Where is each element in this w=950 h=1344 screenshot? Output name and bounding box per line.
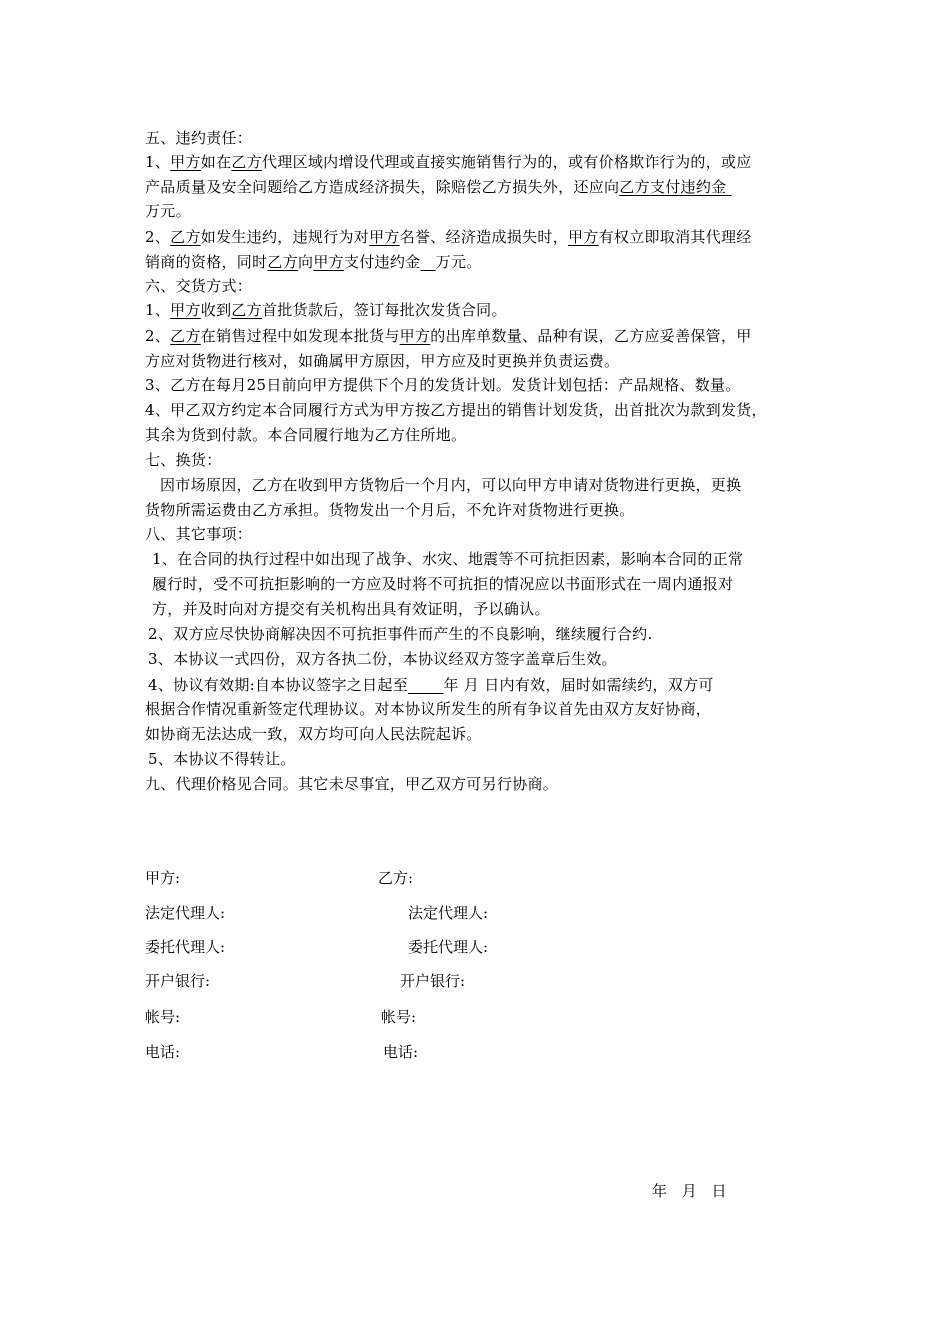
section-5-clause-2: 2、乙方如发生违约，违规行为对甲方名誉、经济造成损失时，甲方有权立即取消其代理经 (145, 228, 752, 246)
party-a: 甲方 (170, 153, 201, 171)
penalty-blank (420, 253, 435, 271)
section-8-clause-5: 5、本协议不得转让。 (148, 750, 296, 768)
party-a-phone: 电话: (145, 1043, 181, 1061)
section-5-clause-2-line-2: 销商的资格，同时乙方向甲方支付违约金 万元。 (145, 253, 482, 271)
section-9: 九、代理价格见合同。其它未尽事宜，甲乙双方可另行协商。 (145, 775, 559, 793)
section-7-title: 七、换货： (145, 451, 222, 469)
party-b: 乙方 (231, 153, 262, 171)
section-6-clause-2: 2、乙方在销售过程中如发现本批货与甲方的出库单数量、品种有误，乙方应妥善保管，甲 (145, 327, 752, 345)
party-a-account: 帐号: (145, 1008, 181, 1026)
section-8-clause-1-line-2: 履行时，受不可抗拒影响的一方应及时将不可抗拒的情况应以书面形式在一周内通报对 (152, 575, 734, 593)
party-b-authorized-rep: 委托代理人: (408, 938, 489, 956)
section-8-clause-4-line-2: 根据合作情况重新签定代理协议。对本协议所发生的所有争议首先由双方友好协商， (145, 700, 712, 718)
section-6-clause-4-line-2: 其余为货到付款。本合同履行地为乙方住所地。 (145, 426, 467, 444)
section-7-text: 因市场原因，乙方在收到甲方货物后一个月内，可以向甲方申请对货物进行更换，更换 (160, 476, 742, 494)
section-7-text-line-2: 货物所需运费由乙方承担。货物发出一个月后，不允许对货物进行更换。 (145, 501, 635, 519)
section-6-title: 六、交货方式： (145, 277, 253, 295)
party-b-bank: 开户银行: (400, 972, 466, 990)
section-8-clause-1-line-3: 方，并及时向对方提交有关机构出具有效证明，予以确认。 (152, 600, 550, 618)
signing-date: 年 月 日 (652, 1182, 727, 1200)
section-6-clause-4: 4、甲乙双方约定本合同履行方式为甲方按乙方提出的销售计划发货，出首批次为款到发货， (145, 401, 767, 419)
party-b-account: 帐号: (381, 1008, 417, 1026)
section-5-clause-1-line-2: 产品质量及安全问题给乙方造成经济损失，除赔偿乙方损失外，还应向乙方支付违约金 (145, 178, 727, 196)
expiry-blank (408, 676, 443, 694)
section-5-title: 五、违约责任： (145, 129, 253, 147)
party-a-authorized-rep: 委托代理人: (145, 938, 226, 956)
section-6-clause-1: 1、甲方收到乙方首批货款后，签订每批次发货合同。 (145, 301, 507, 319)
section-5-clause-1-line-3: 万元。 (145, 202, 191, 220)
party-b-label: 乙方: (378, 869, 414, 887)
party-a-bank: 开户银行: (145, 972, 211, 990)
party-b-phone: 电话: (383, 1043, 419, 1061)
section-8-clause-1: 1、在合同的执行过程中如出现了战争、水灾、地震等不可抗拒因素，影响本合同的正常 (152, 550, 744, 568)
section-8-clause-3: 3、本协议一式四份，双方各执二份，本协议经双方签字盖章后生效。 (148, 650, 617, 668)
party-b-legal-rep: 法定代理人: (408, 904, 489, 922)
section-8-clause-2: 2、双方应尽快协商解决因不可抗拒事件而产生的不良影响，继续履行合约. (148, 625, 653, 643)
party-b: 乙方 (619, 178, 650, 196)
section-8-clause-4-line-3: 如协商无法达成一致，双方均可向人民法院起诉。 (145, 725, 482, 743)
party-a-label: 甲方: (145, 869, 181, 887)
party-a-legal-rep: 法定代理人: (145, 904, 226, 922)
section-8-title: 八、其它事项： (145, 525, 253, 543)
section-6-clause-3: 3、乙方在每月25日前向甲方提供下个月的发货计划。发货计划包括：产品规格、数量。 (145, 376, 741, 394)
section-6-clause-2-line-2: 方应对货物进行核对，如确属甲方原因，甲方应及时更换并负责运费。 (145, 352, 620, 370)
section-5-clause-1: 1、甲方如在乙方代理区域内增设代理或直接实施销售行为的，或有价格欺诈行为的，或应 (145, 153, 752, 171)
section-8-clause-4: 4、协议有效期:自本协议签字之日起至 年 月 日内有效，届时如需续约，双方可 (148, 676, 714, 694)
